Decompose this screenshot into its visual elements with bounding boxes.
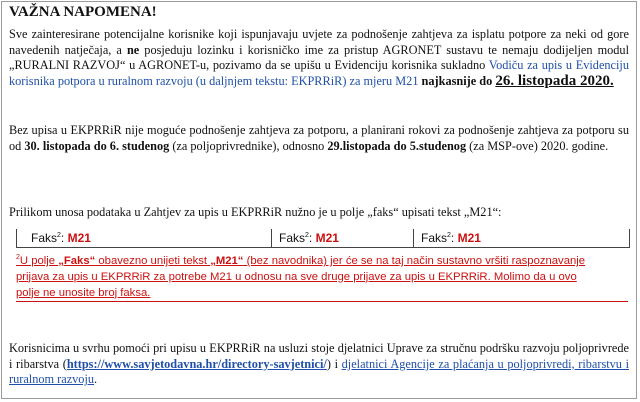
fax-value: M21 (315, 231, 339, 245)
intro-paragraph (9, 27, 629, 89)
fax-footnote-mark: 2 (447, 232, 451, 239)
msp-period: 29.listopada do 5.studenog (327, 138, 467, 153)
deadlines-text-2: (za poljoprivrednike), odnosno (169, 138, 328, 153)
fax-instruction: Prilikom unosa podataka u Zahtjev za upis u EKPRRiR nužno je u polje „faks“ upisati tekst „M21“: (9, 205, 502, 219)
contact-text: Korisnicima u svrhu pomoći pri upisu u EKPRRiR na usluzi stoje djelatnici Uprave za stručnu podršku razvoju poljoprivrede i ribarstva ( (9, 341, 629, 371)
farmer-period: 30. listopada do 6. studenog (24, 138, 170, 153)
contact-text-2: ) i (326, 356, 342, 371)
fax-example-cell: Faks$^2$: M21 (279, 231, 339, 245)
fax-label: Faks (31, 231, 58, 245)
fax-footnote-mark: 2 (57, 232, 61, 239)
deadline-date: 26. listopada 2020. (495, 72, 614, 89)
fax-cell-divider (271, 229, 272, 247)
fax-label: Faks (421, 231, 448, 245)
fax-footnote-mark: 2 (305, 232, 309, 239)
footnote-line-3: polje ne unosite broj faksa. (16, 286, 151, 299)
deadlines-paragraph (9, 123, 629, 154)
footnote-line-1: $^2$U polje „Faks“ obavezno unijeti tekst „M21“ (bez navodnika) jer će se na taj način sustavno vršiti raspoznavanje (16, 254, 586, 267)
intro-text: Sve zainteresirane potencijalne korisnike koji ispunjavaju uvjete za podnošenje zahtjeva za isplatu potpore za neki od gore navedenih natječaja, a (9, 27, 629, 57)
guide-link[interactable]: Vodiču za upis u Evidenciju korisnika potpora u ruralnom razvoju (u daljnjem tekstu: EKPRRiR) za mjeru M21 (9, 58, 629, 88)
footnote-mark: 2 (16, 254, 20, 261)
fax-example-cell: Faks$^2$: M21 (421, 231, 481, 245)
fax-value: M21 (457, 231, 481, 245)
deadline-label: najkasnije do (418, 73, 496, 88)
fax-example-cell: Faks$^2$: M21 (31, 231, 91, 245)
deadlines-text: Bez upisa u EKPRRiR nije moguće podnošenje zahtjeva za potporu, a planirani rokovi za podnošenje zahtjeva za potporu su od (9, 123, 629, 153)
advisors-url-link[interactable]: https://www.savjetodavna.hr/directory-savjetnici/ (66, 356, 327, 371)
page-title: VAŽNA NAPOMENA! (9, 4, 157, 20)
fax-cell-divider (413, 229, 414, 247)
contact-paragraph (9, 341, 629, 388)
footnote-line-2: prijava za upis u EKPRRiR za potrebe M21 u odnosu na sve druge prijave za upis u EKPRRiR. Molimo da u ovo (16, 270, 577, 283)
intro-text-2: posjeduju lozinku i korisničko ime za pristup AGRONET sustavu te nemaju dodijeljen modul „RURALNI RAZVOJ“ u AGRONET-u, pozivamo da se upišu u Evidenciju korisnika sukladno (9, 42, 629, 73)
agency-link[interactable]: djelatnici Agencije za plaćanja u poljoprivredi, ribarstvu i ruralnom razvoju (9, 356, 629, 387)
deadlines-text-3: (za MSP-ove) 2020. godine. (466, 138, 609, 153)
fax-example-row (16, 229, 630, 248)
fax-value: M21 (67, 231, 91, 245)
fax-label: Faks (279, 231, 306, 245)
contact-text-3: . (94, 372, 98, 387)
fax-footnote (16, 250, 628, 302)
intro-emphasis: ne (126, 42, 140, 57)
